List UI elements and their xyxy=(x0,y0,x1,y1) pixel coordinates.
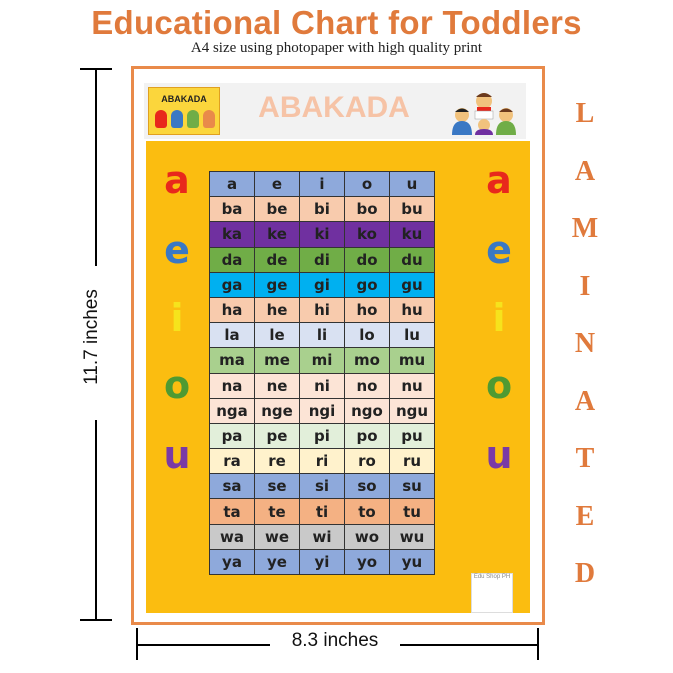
syllable-cell: ti xyxy=(300,499,345,524)
laminated-letter: T xyxy=(575,443,595,474)
syllable-cell: yi xyxy=(300,549,345,574)
syllable-cell: su xyxy=(390,474,435,499)
syllable-cell: ye xyxy=(255,549,300,574)
syllable-cell: so xyxy=(345,474,390,499)
syllable-cell: lo xyxy=(345,323,390,348)
syllable-cell: ka xyxy=(210,222,255,247)
chart-subtitle: A4 size using photopaper with high quality print xyxy=(190,40,483,56)
syllable-cell: po xyxy=(345,423,390,448)
syllable-cell: bu xyxy=(390,197,435,222)
syllable-cell: ta xyxy=(210,499,255,524)
syllable-cell: o xyxy=(345,172,390,197)
syllable-cell: du xyxy=(390,247,435,272)
syllable-row xyxy=(210,172,435,197)
syllable-cell: bo xyxy=(345,197,390,222)
side-vowel-left: o xyxy=(163,363,191,407)
side-vowel-right: o xyxy=(485,363,513,407)
syllable-cell: pu xyxy=(390,423,435,448)
syllable-cell: si xyxy=(300,474,345,499)
poster-body xyxy=(146,141,530,613)
syllable-cell: ni xyxy=(300,373,345,398)
syllable-cell: ho xyxy=(345,297,390,322)
syllable-cell: sa xyxy=(210,474,255,499)
side-vowel-right: u xyxy=(485,433,513,477)
syllable-cell: gi xyxy=(300,272,345,297)
side-vowel-left: i xyxy=(170,296,184,340)
syllable-cell: a xyxy=(210,172,255,197)
laminated-letter: I xyxy=(579,270,591,302)
side-vowel-left: a xyxy=(164,158,190,202)
laminated-letter: E xyxy=(575,500,595,532)
poster-header xyxy=(144,83,526,139)
laminated-letter: A xyxy=(574,385,596,417)
side-vowel-right: i xyxy=(492,296,506,340)
syllable-row xyxy=(210,323,435,348)
kid-figure-icon xyxy=(155,110,167,128)
syllable-cell: tu xyxy=(390,499,435,524)
kid-figure-icon xyxy=(187,110,199,128)
syllable-cell: li xyxy=(300,323,345,348)
syllable-cell: ne xyxy=(255,373,300,398)
abakada-logo xyxy=(148,87,220,135)
syllable-cell: ko xyxy=(345,222,390,247)
height-dimension-line-bottom xyxy=(95,420,97,620)
kid-figure-icon xyxy=(171,110,183,128)
syllable-cell: do xyxy=(345,247,390,272)
syllable-cell: ru xyxy=(390,449,435,474)
stamp-text: Edu Shop PH xyxy=(473,574,511,580)
laminated-letter: L xyxy=(575,98,595,129)
syllable-cell: ngo xyxy=(345,398,390,423)
chart-title: Educational Chart for Toddlers xyxy=(91,4,582,41)
syllable-cell: mu xyxy=(390,348,435,373)
syllable-cell: ge xyxy=(255,272,300,297)
syllable-row xyxy=(210,524,435,549)
syllable-cell: be xyxy=(255,197,300,222)
syllable-cell: hu xyxy=(390,297,435,322)
syllable-cell: la xyxy=(210,323,255,348)
shop-stamp xyxy=(471,573,513,613)
syllable-cell: le xyxy=(255,323,300,348)
laminated-letter: D xyxy=(574,558,596,589)
syllable-cell: mo xyxy=(345,348,390,373)
logo-text: ABAKADA xyxy=(161,94,207,104)
syllable-cell: no xyxy=(345,373,390,398)
syllable-cell: gu xyxy=(390,272,435,297)
side-vowel-right: e xyxy=(486,228,512,272)
syllable-table xyxy=(209,171,435,575)
abakada-poster xyxy=(131,66,545,625)
reading-kids-icon xyxy=(448,87,520,135)
syllable-row xyxy=(210,499,435,524)
syllable-cell: ya xyxy=(210,549,255,574)
syllable-cell: pi xyxy=(300,423,345,448)
syllable-cell: te xyxy=(255,499,300,524)
side-vowel-left: e xyxy=(164,228,190,272)
syllable-cell: yo xyxy=(345,549,390,574)
syllable-cell: se xyxy=(255,474,300,499)
syllable-cell: pa xyxy=(210,423,255,448)
laminated-letter: A xyxy=(574,155,596,187)
syllable-row xyxy=(210,197,435,222)
width-label: 8.3 inches xyxy=(291,630,379,651)
width-dimension-right-cap xyxy=(537,628,539,660)
syllable-cell: wi xyxy=(300,524,345,549)
syllable-cell: me xyxy=(255,348,300,373)
side-vowel-right: a xyxy=(486,158,512,202)
syllable-cell: ro xyxy=(345,449,390,474)
width-dimension-line-left xyxy=(136,644,270,646)
syllable-cell: bi xyxy=(300,197,345,222)
height-dimension-bottom-cap xyxy=(80,619,112,621)
syllable-row xyxy=(210,272,435,297)
syllable-cell: lu xyxy=(390,323,435,348)
syllable-cell: da xyxy=(210,247,255,272)
syllable-cell: ku xyxy=(390,222,435,247)
kid-figure-icon xyxy=(203,110,215,128)
laminated-letter: M xyxy=(571,213,599,244)
syllable-cell: u xyxy=(390,172,435,197)
syllable-cell: na xyxy=(210,373,255,398)
syllable-row xyxy=(210,449,435,474)
syllable-cell: de xyxy=(255,247,300,272)
syllable-cell: e xyxy=(255,172,300,197)
syllable-cell: re xyxy=(255,449,300,474)
side-vowel-left: u xyxy=(163,433,191,477)
syllable-cell: ma xyxy=(210,348,255,373)
syllable-cell: i xyxy=(300,172,345,197)
syllable-cell: ga xyxy=(210,272,255,297)
syllable-cell: pe xyxy=(255,423,300,448)
syllable-cell: to xyxy=(345,499,390,524)
syllable-cell: ri xyxy=(300,449,345,474)
syllable-cell: di xyxy=(300,247,345,272)
laminated-letter: N xyxy=(574,328,596,359)
syllable-row xyxy=(210,373,435,398)
syllable-row xyxy=(210,297,435,322)
syllable-cell: hi xyxy=(300,297,345,322)
syllable-cell: ha xyxy=(210,297,255,322)
syllable-cell: ke xyxy=(255,222,300,247)
syllable-cell: wo xyxy=(345,524,390,549)
syllable-row xyxy=(210,423,435,448)
syllable-cell: we xyxy=(255,524,300,549)
syllable-row xyxy=(210,474,435,499)
syllable-row xyxy=(210,348,435,373)
syllable-cell: wa xyxy=(210,524,255,549)
syllable-cell: wu xyxy=(390,524,435,549)
syllable-row xyxy=(210,247,435,272)
syllable-row xyxy=(210,398,435,423)
syllable-cell: nu xyxy=(390,373,435,398)
syllable-cell: go xyxy=(345,272,390,297)
width-dimension-line-right xyxy=(400,644,539,646)
height-label: 11.7 inches xyxy=(81,289,102,385)
syllable-cell: ngu xyxy=(390,398,435,423)
syllable-cell: he xyxy=(255,297,300,322)
syllable-cell: nga xyxy=(210,398,255,423)
syllable-cell: nge xyxy=(255,398,300,423)
syllable-cell: yu xyxy=(390,549,435,574)
syllable-cell: ngi xyxy=(300,398,345,423)
syllable-row xyxy=(210,549,435,574)
syllable-cell: ba xyxy=(210,197,255,222)
poster-title: ABAKADA xyxy=(258,91,410,124)
syllable-cell: ki xyxy=(300,222,345,247)
syllable-cell: ra xyxy=(210,449,255,474)
syllable-row xyxy=(210,222,435,247)
syllable-cell: mi xyxy=(300,348,345,373)
